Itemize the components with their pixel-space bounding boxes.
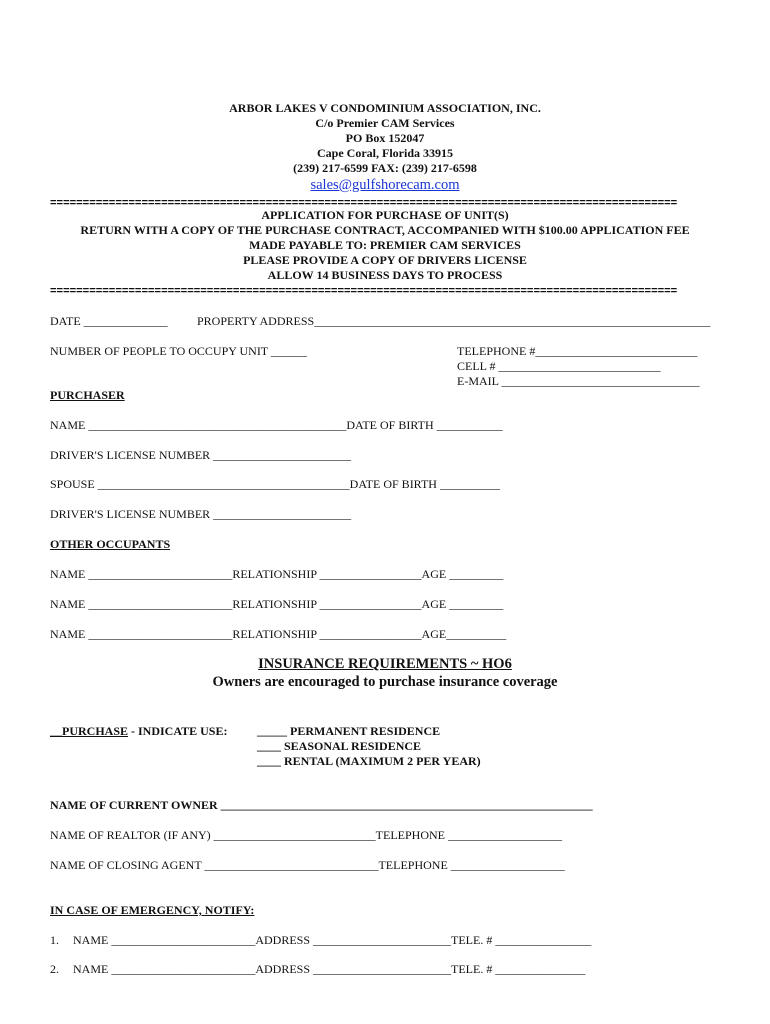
option-rental[interactable]: ____ RENTAL (MAXIMUM 2 PER YEAR): [257, 754, 481, 768]
spouse-field[interactable]: SPOUSE __________________________________________DATE OF BIRTH __________: [50, 477, 500, 491]
purchase-use-label: [50, 724, 227, 738]
telephone-field[interactable]: TELEPHONE #___________________________: [457, 344, 698, 358]
option-permanent-residence[interactable]: _____ PERMANENT RESIDENCE: [257, 724, 441, 738]
indicate-use-text: - INDICATE USE:: [128, 724, 228, 738]
emergency-row-1[interactable]: NAME ________________________ADDRESS _______________________TELE. # ________________: [73, 933, 592, 947]
email-link-wrapper: [0, 176, 770, 194]
emergency-heading: IN CASE OF EMERGENCY, NOTIFY: [50, 903, 251, 917]
purchaser-name-field[interactable]: NAME ___________________________________________DATE OF BIRTH ___________: [50, 418, 503, 432]
occupant-row[interactable]: NAME ________________________RELATIONSHIP _________________AGE__________: [50, 627, 507, 641]
po-box: PO Box 152047: [345, 131, 425, 145]
spouse-license-field[interactable]: DRIVER'S LICENSE NUMBER _______________________: [50, 507, 352, 521]
other-occupants-heading: OTHER OCCUPANTS: [50, 537, 171, 551]
occupant-row[interactable]: NAME ________________________RELATIONSHIP _________________AGE _________: [50, 567, 504, 581]
email-field[interactable]: E-MAIL _________________________________: [457, 374, 700, 388]
purchaser-heading: PURCHASER: [50, 388, 125, 402]
license-instructions: PLEASE PROVIDE A COPY OF DRIVERS LICENSE: [243, 253, 527, 267]
org-name: ARBOR LAKES V CONDOMINIUM ASSOCIATION, INC.: [229, 101, 541, 115]
separator-top: ================================================================================================: [50, 197, 678, 209]
care-of: C/o Premier CAM Services: [315, 116, 455, 130]
email-link[interactable]: sales@gulfshorecam.com: [310, 177, 460, 193]
date-field[interactable]: DATE ______________: [50, 314, 168, 328]
application-title: APPLICATION FOR PURCHASE OF UNIT(S): [261, 208, 509, 222]
city-state-zip: Cape Coral, Florida 33915: [317, 146, 453, 160]
emergency-row-2-number: 2.: [50, 962, 59, 976]
purchase-word: PURCHASE: [62, 724, 129, 738]
return-instructions: RETURN WITH A COPY OF THE PURCHASE CONTRACT, ACCOMPANIED WITH $100.00 APPLICATION FEE: [80, 223, 690, 237]
emergency-heading-wrapper: [50, 903, 254, 917]
closing-agent-field[interactable]: NAME OF CLOSING AGENT _____________________________TELEPHONE ___________________: [50, 858, 565, 872]
current-owner-field[interactable]: NAME OF CURRENT OWNER ______________________________________________________________: [50, 798, 593, 812]
purchaser-license-field[interactable]: DRIVER'S LICENSE NUMBER _______________________: [50, 448, 352, 462]
emergency-row-1-number: 1.: [50, 933, 59, 947]
emergency-row-2[interactable]: NAME ________________________ADDRESS _______________________TELE. # _______________: [73, 962, 586, 976]
insurance-title-wrapper: [0, 656, 770, 673]
insurance-subtitle: Owners are encouraged to purchase insurance coverage: [212, 674, 558, 690]
cell-field[interactable]: CELL # ___________________________: [457, 359, 661, 373]
option-seasonal-residence[interactable]: ____ SEASONAL RESIDENCE: [257, 739, 422, 753]
purchase-use-blank[interactable]: __: [50, 724, 62, 738]
property-address-field[interactable]: PROPERTY ADDRESS__________________________________________________________________: [197, 314, 711, 328]
emergency-colon: :: [250, 903, 255, 917]
payable-to: MADE PAYABLE TO: PREMIER CAM SERVICES: [249, 238, 521, 252]
processing-time: ALLOW 14 BUSINESS DAYS TO PROCESS: [267, 268, 503, 282]
phone-fax: (239) 217-6599 FAX: (239) 217-6598: [293, 161, 477, 175]
occupant-row[interactable]: NAME ________________________RELATIONSHIP _________________AGE _________: [50, 597, 504, 611]
separator-bottom: ================================================================================================: [50, 285, 678, 297]
realtor-field[interactable]: NAME OF REALTOR (IF ANY) ___________________________TELEPHONE ___________________: [50, 828, 563, 842]
insurance-title: INSURANCE REQUIREMENTS ~ HO6: [258, 656, 512, 672]
occupants-count-field[interactable]: NUMBER OF PEOPLE TO OCCUPY UNIT ______: [50, 344, 307, 358]
